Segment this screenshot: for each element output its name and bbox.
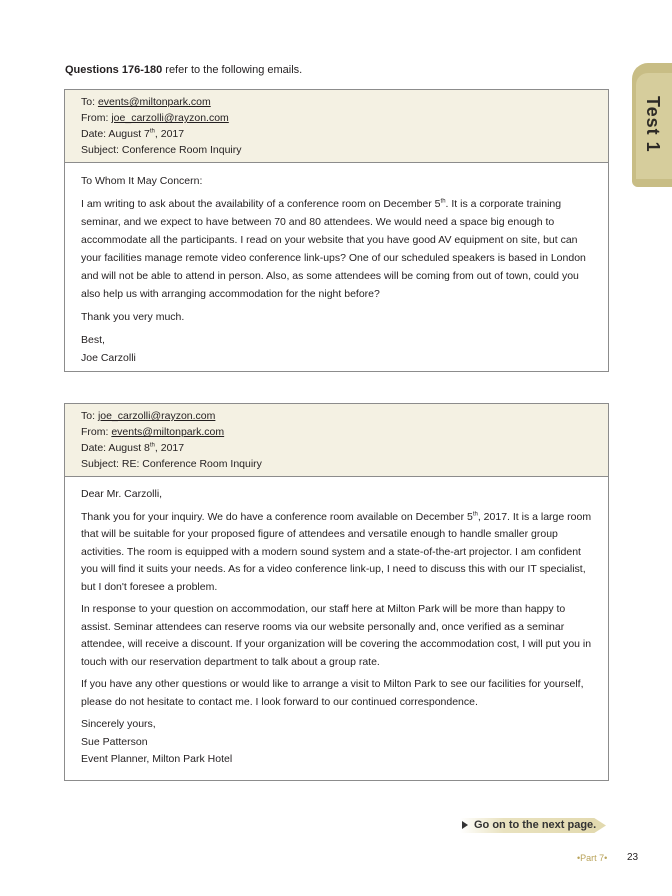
email-1-date: Date: August 7th, 2017 — [81, 128, 185, 140]
email-1-thanks: Thank you very much. — [81, 311, 185, 323]
email-2-paragraph-2: In response to your question on accommodation, our staff here at Milton Park will be more than happy to assist. Seminar attendees can reserve rooms via our website personally and, once verified as a seminar attendee, will receive a discount. If your organization will be covering the accommodation cost, I will put you in touch with our reservation department to talk about a group rate. — [81, 603, 592, 668]
email-1-header — [65, 90, 608, 163]
email-1 — [64, 89, 609, 372]
email-1-greeting: To Whom It May Concern: — [81, 175, 203, 187]
section-tab-label: Test 1 — [643, 96, 663, 153]
email-2-greeting: Dear Mr. Carzolli, — [81, 488, 163, 500]
email-1-to: To: events@miltonpark.com — [81, 96, 211, 108]
email-2-header — [65, 404, 608, 477]
email-2-date: Date: August 8th, 2017 — [81, 442, 185, 454]
email-1-signature: Joe Carzolli — [81, 352, 136, 364]
instructions: Questions 176-180 refer to the following emails. — [65, 64, 303, 76]
email-2-body — [65, 477, 608, 777]
email-1-paragraph: I am writing to ask about the availability of a conference room on December 5th. It is a corporate training seminar, and we expect to have between 70 and 80 attendees. We would need a space big enough to accommodate all the participants. I read on your website that you have good AV equipment on site, but can your facilities manage remote video conference link-ups? One of our scheduled speakers is based in London and will not be able to attend in person. Also, as some attendees will be coming from out of town, could you also help us with arranging accommodation for the night before? — [81, 198, 586, 300]
email-2-title: Event Planner, Milton Park Hotel — [81, 753, 233, 765]
next-page-label: Go on to the next page. — [474, 819, 597, 831]
email-2-paragraph-3: If you have any other questions or would like to arrange a visit to Milton Park to see our facilities for yourself, please do not hesitate to contact me. I look forward to our continued correspondence. — [81, 678, 584, 708]
email-2-signature: Sue Patterson — [81, 735, 148, 748]
next-arrow-icon — [462, 821, 468, 829]
email-2-paragraph-1: Thank you for your inquiry. We do have a conference room available on December 5th, 2017. It is a large room that will be suitable for your proposed figure of attendees and versatile enough to handle smaller group activities. The room is equipped with a modern sound system and a state-of-the-art projector. I am confident you will find it suits your needs. As for a video conference link-up, I need to discuss this with our IT specialist, but I don't foresee a problem. — [81, 510, 592, 593]
page-number: 23 — [627, 852, 639, 863]
email-2-closing: Sincerely yours, — [81, 718, 156, 730]
email-1-body — [65, 163, 608, 375]
email-2-from: From: events@miltonpark.com — [81, 426, 225, 438]
email-2-to: To: joe_carzolli@rayzon.com — [81, 410, 216, 422]
email-1-from: From: joe_carzolli@rayzon.com — [81, 112, 229, 124]
email-2 — [64, 403, 609, 781]
email-1-closing: Best, — [81, 334, 105, 346]
email-2-subject: Subject: RE: Conference Room Inquiry — [81, 458, 262, 470]
email-1-subject: Subject: Conference Room Inquiry — [81, 144, 242, 156]
footer-part-label: •Part 7• — [577, 853, 608, 863]
